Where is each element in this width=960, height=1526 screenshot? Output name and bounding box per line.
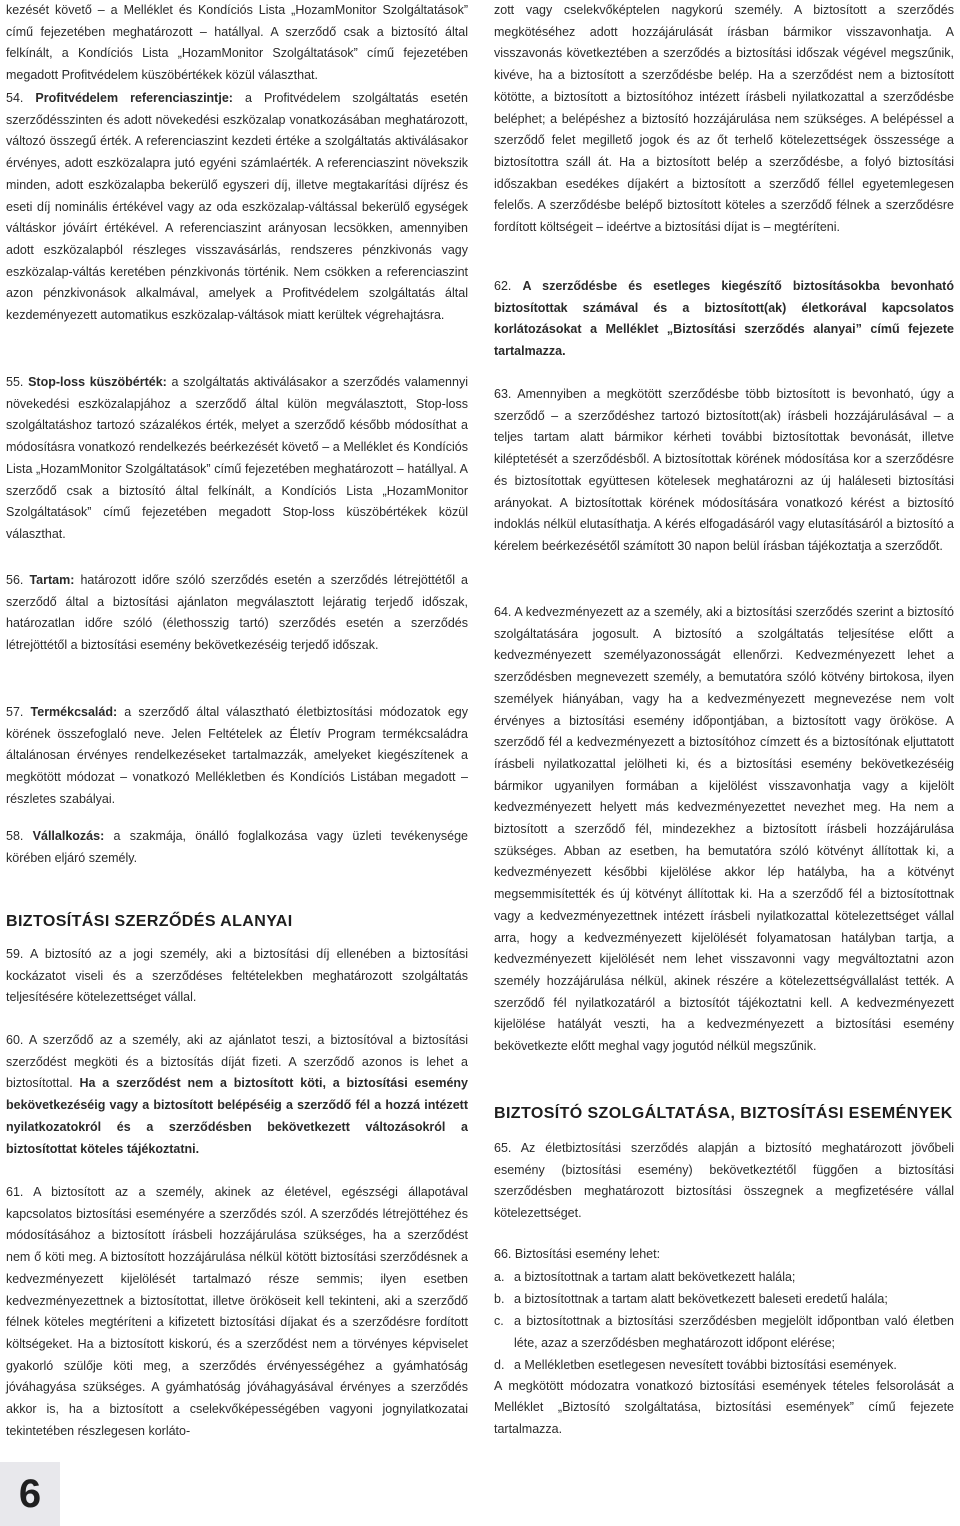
section-number: 62. <box>494 279 512 293</box>
section-number: 58. <box>6 829 24 843</box>
event-list <box>494 1266 954 1376</box>
section-term: Tartam: <box>29 573 75 587</box>
list-item-label: c. <box>494 1313 504 1328</box>
section-61-continued <box>494 0 954 239</box>
list-item <box>494 1310 954 1354</box>
section-number: 66. <box>494 1247 512 1261</box>
section-number: 56. <box>6 573 24 587</box>
section-number: 61. <box>6 1185 24 1199</box>
continued-text: zott vagy cselekvőképtelen nagykorú személy. A biztosított a szerződés megkötéséhez adott hozzájárulását írásban bármikor visszavonhatja. A visszavonás következtében a szerződés a biztosítási időszak végével megszűnik, kivéve, ha a biztosított a szerződésbe belép. Ha a szerződést nem a biztosított kötötte, a biztosított a biztosítóhoz intézett írásbeli nyilatkozattal a szerződésbe beléphet; a belépéshez a biztosító hozzájárulása nem szükséges. A belépéssel a szerződő felet megillető jogok és az őt terhelő kötelezettségek összessége a biztosítottra száll át. Ha a biztosított belép a szerződésbe, a folyó biztosítási időszakban esedékes díjakért a biztosított a szerződő féllel egyetemlegesen felelős. A szerződésbe belépő biztosított köteles a szerződő félnek a szerződésre fordított költségeit – ideértve a biztosítási díjat is – megtéríteni. <box>494 3 954 235</box>
section-text: Biztosítási esemény lehet: <box>514 1247 661 1261</box>
section-text: A kedvezményezett az a személy, aki a biztosítási szerződés szerint a biztosító szolgáltatására jogosult. A biztosító a szolgáltatás teljesítése előtt a kedvezményezett személyazonosságát ellenőrzi. Kedvezményezett lehet a szerződésben megnevezett személy, a bemutatóra szóló kötvény birtokosa, ilyen személyek hiányában, vagy ha a kedvezményezett megnevezése nem volt érvényes a biztosítási esemény időpontjában, a biztosított vagy örököse. A szerződő fél a kedvezményezett a biztosítóhoz címzett és a biztosítónak eljuttatott írásbeli nyilatkozattal jelölheti ki, és a biztosítási esemény bekövetkezéséig bármikor ugyanilyen formában a kijelölést visszavonhatja vagy a kijelölt kedvezményezett helyett más kedvezményezettet nevezhet meg. Ha nem a biztosított a szerződő fél, mindezekhez a biztosított írásbeli hozzájárulása szükséges. Abban az esetben, ha bemutatóra szóló kötvényt állítottak ki, a kedvezményezett későbbi kijelölése akkor lép hatályba, ha a kötvényt megsemmisítették és új kötvényt állítottak ki. Ha a szerződő fél a biztosítottnak vagy a kedvezményezettnek intézett írásbeli nyilatkozattal kötelezettséget vállal arra, hogy a kedvezményezett kijelölését folyamatosan hatályban tartja, a kedvezményezett kijelölését nem lehet visszavonni vagy megváltoztatni azon személy hozzájárulása nélkül, akinek részére a kötelezettségvállalást tették. A szerződő fél nyilatkozatáról a biztosítót tájékoztatni kell. A kedvezményezett kijelölése hatályát veszti, ha a kedvezményezett a biztosítási esemény bekövetkezte előtt meghal vagy jogutód nélkül megszűnik. <box>494 605 954 1054</box>
section-number: 57. <box>6 705 24 719</box>
section-58 <box>6 826 468 869</box>
list-item-label: d. <box>494 1357 505 1372</box>
section-tail-text: A megkötött módozatra vonatkozó biztosítási események tételes felsorolását a Melléklet „Biztosító szolgáltatása, biztosítási események” című fejezete tartalmazza. <box>494 1378 954 1437</box>
page-number: 6 <box>18 1472 42 1516</box>
section-text: a szolgáltatás aktiválásakor a szerződés valamennyi növekedési eszközalapjához a szerződő által külön megválasztott, Stop-loss szolgáltatáshoz tartozó százalékos érték, melyet a szerződő később módosíthat a módosításra vonatkozó rendelkezés beérkezését követő – a Melléklet és Kondíciós Lista „HozamMonitor Szolgáltatások” című fejezetében meghatározott – hatállyal. A szerződő csak a biztosító által felkínált, a Kondíciós Lista „HozamMonitor Szolgáltatások” című fejezetében megadott Stop-loss küszöbértékek közül választhat. <box>6 375 468 541</box>
section-63 <box>494 384 954 558</box>
section-text: Az életbiztosítási szerződés alapján a biztosító meghatározott jövőbeli esemény (biztosítási esemény) bekövetkeztétől függően a biztosítási szerződésben meghatározott biztosítási összegnek a megfizetésére vállal kötelezettséget. <box>494 1141 954 1221</box>
section-number: 64. <box>494 605 512 619</box>
section-heading: BIZTOSÍTÓ SZOLGÁLTATÁSA, BIZTOSÍTÁSI ESEMÉNYEK <box>494 1105 953 1122</box>
heading-biztosito-szolgaltatasa <box>494 1104 954 1124</box>
section-term: Stop-loss küszöbérték: <box>28 375 167 389</box>
section-55 <box>6 372 468 546</box>
section-number: 54. <box>6 91 24 105</box>
list-item <box>494 1266 954 1288</box>
section-59 <box>6 944 468 1009</box>
section-56 <box>6 570 468 657</box>
section-term: Termékcsalád: <box>30 705 118 719</box>
section-54 <box>6 88 468 327</box>
section-number: 63. <box>494 387 512 401</box>
page-number-box <box>0 1462 60 1526</box>
section-text: A biztosított az a személy, akinek az életével, egészségi állapotával kapcsolatos biztosítási eseményére a szerződés szól. A szerződés létrejöttéhez és módosításához a biztosított írásbeli hozzájárulása szükséges, ha a szerződést nem ő köti meg. A biztosított hozzájárulása nélkül kötött biztosítási szerződésnek a kedvezményezett kijelölését tartalmazó része semmis; ilyen esetben kedvezményezettnek a biztosítottat, illetve örököseit kell tekinteni, aki a szerződő félnek köteles megtéríteni a kifizetett biztosítási díjakat és a szerződésre fordított költségeket. Ha a biztosított kiskorú, és a szerződést nem a törvényes képviselet gyakorló szülője köti meg, a szerződés érvényességéhez a gyámhatóság jóváhagyása szükséges. A gyámhatóság jóváhagyásával érvényes a szerződés akkor is, ha a biztosított a cselekvőképességében vagyoni jognyilatkozatai tekintetében részlegesen korláto- <box>6 1185 468 1438</box>
heading-szerzodes-alanyai <box>6 912 468 932</box>
section-number: 55. <box>6 375 24 389</box>
list-item-text: a biztosítottnak a biztosítási szerződésben megjelölt időpontban való életben léte, azaz a szerződésben meghatározott időpont elérése; <box>514 1313 954 1350</box>
list-item-label: b. <box>494 1291 505 1306</box>
list-item <box>494 1288 954 1310</box>
list-item-text: a Mellékletben esetlegesen nevesített további biztosítási események. <box>514 1357 897 1372</box>
list-item-text: a biztosítottnak a tartam alatt bekövetkezett halála; <box>514 1269 796 1284</box>
section-64 <box>494 602 954 1058</box>
section-57 <box>6 702 468 811</box>
section-bold-text: A szerződésbe és esetleges kiegészítő biztosításokba bevonható biztosítottak számával és a biztosított(ak) életkorával kapcsolatos korlátozásokat a Melléklet „Biztosítási szerződés alanyai” című fejezete tartalmazza. <box>494 279 954 359</box>
list-item-label: a. <box>494 1269 505 1284</box>
section-text: a Profitvédelem szolgáltatás esetén szerződésszinten és adott növekedési eszközalap vonatkozásában meghatározott, változó összegű érték. A referenciaszint kezdeti értéke a szolgáltatás aktiválásakor érvényes, adott eszközalapra jutó egyéni számlaérték. A referenciaszint növekszik minden, adott eszközalapba bekerülő egyszeri díj, illetve megtakarítási díjrész és eseti díj nominális értékével vagy az oda eszközalap-váltással bekerülő egységek váltáskor jóváírt értékével. A referenciaszint arányosan lecsökken, amennyiben adott eszközalapból részleges visszavásárlás, rendszeres pénzkivonás vagy eszközalap-váltás keretében pénzkivonás történik. Nem csökken a referenciaszint azon pénzkivonások alkalmával, amelyek a Profitvédelem szolgáltatás által kezdeményezett automatikus eszközalap-váltások miatt kerültek végrehajtásra. <box>6 91 468 323</box>
section-text: a szerződő által választható életbiztosítási módozatok egy körének összefoglaló neve. Jelen Feltételek az Életív Program termékcsaládra általánosan érvényes rendelkezéseket tartalmazzák, amelyeket kiegészítenek a megkötött módozat – vonatkozó Mellékletben és Kondíciós Listában megadott – részletes szabályai. <box>6 705 468 806</box>
section-text: A szerződő az a személy, aki az ajánlatot teszi, a biztosítóval a biztosítási szerződést megköti és a biztosítás díját fizeti. A szerződő azonos is lehet a biztosítottal. <box>6 1033 468 1091</box>
section-65 <box>494 1138 954 1225</box>
list-item <box>494 1354 954 1376</box>
section-bold-text: Ha a szerződést nem a biztosított köti, a biztosítási esemény bekövetkezéséig vagy a biztosított belépéséig a szerződő fél a hozzá intézett nyilatkozatokról és a szerződésben bekövetkezett változásokról a biztosítottat köteles tájékoztatni. <box>6 1076 468 1156</box>
section-62 <box>494 276 954 363</box>
section-text: határozott időre szóló szerződés esetén a szerződés létrejöttétől a szerződő által a biztosítási ajánlaton megválasztott lejáratig terjedő időszak, határozatlan időre szóló (élethosszig tartó) szerződés esetén a szerződés létrejöttétől a biztosítási esemény bekövetkezéséig terjedő időszak. <box>6 573 468 653</box>
section-66 <box>494 1244 954 1441</box>
section-text: A biztosító az a jogi személy, aki a biztosítási díj ellenében a biztosítási kockázatot viseli és a szerződéses feltételekben meghatározott szolgáltatás teljesítésére kötelezettséget vállal. <box>6 947 468 1005</box>
section-text: Amennyiben a megkötött szerződésbe több biztosított is bevonható, úgy a szerződő – a szerződéshez tartozó biztosított(ak) írásbeli hozzájárulásával – a teljes tartam alatt bármikor kérheti további biztosítottak bevonását, illetve kiléptetését a szerződésből. A biztosítottak körének módosítása kor a szerződésre és biztosítottak együttesen kötelesek meghatározni az új haláleseti biztosítási arányokat. A biztosítottak körének módosítására vonatkozó kérést a biztosító indoklás nélkül elutasíthatja. A kérés elfogadásáról vagy elutasításáról a biztosító a kérelem beérkezésétől számított 30 napon belül írásban tájékoztatja a szerződőt. <box>494 387 954 553</box>
section-number: 60. <box>6 1033 24 1047</box>
section-term: Profitvédelem referenciaszintje: <box>35 91 233 105</box>
section-number: 59. <box>6 947 24 961</box>
section-number: 65. <box>494 1141 512 1155</box>
section-60 <box>6 1030 468 1160</box>
list-item-text: a biztosítottnak a tartam alatt bekövetkezett baleseti eredetű halála; <box>514 1291 888 1306</box>
section-term: Vállalkozás: <box>32 829 105 843</box>
intro-text: kezését követő – a Melléklet és Kondíciós Lista „HozamMonitor Szolgáltatások” című fejezetében meghatározott – hatállyal. A szerződő csak a biztosító által felkínált, a Kondíciós Lista „HozamMonitor Szolgáltatások” című fejezetében megadott Profitvédelem küszöbértékek közül választhat. <box>6 3 468 83</box>
section-61 <box>6 1182 468 1442</box>
section-text: a szakmája, önálló foglalkozása vagy üzleti tevékenysége körében eljáró személy. <box>6 829 468 865</box>
intro-paragraph <box>6 0 468 87</box>
section-heading: BIZTOSÍTÁSI SZERZŐDÉS ALANYAI <box>6 913 293 930</box>
